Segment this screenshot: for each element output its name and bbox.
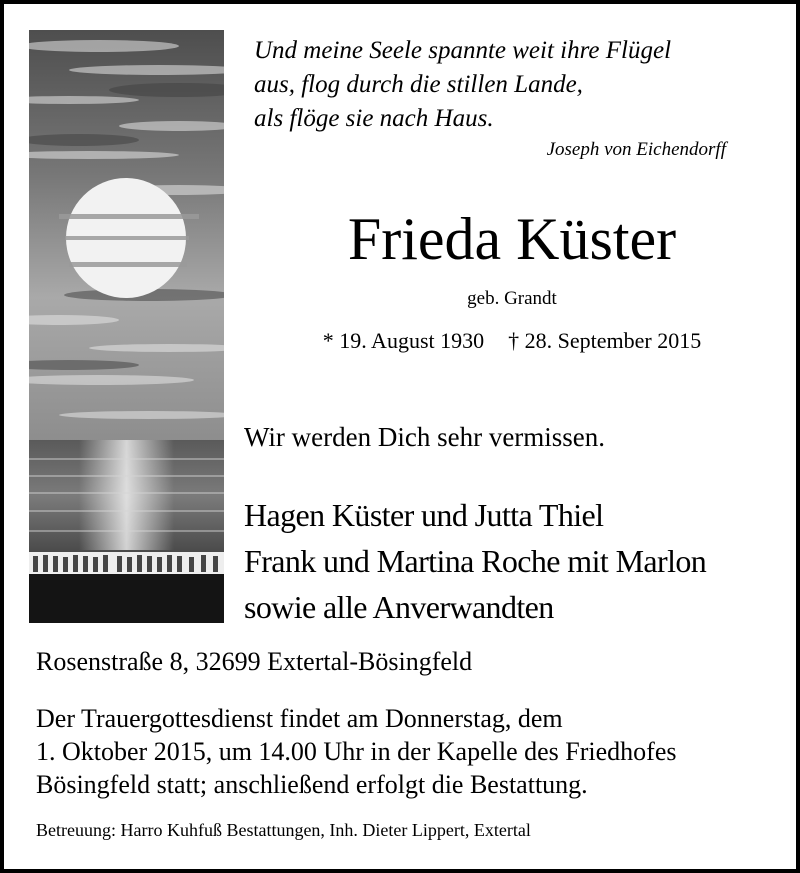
undertaker-credit: Betreuung: Harro Kuhfuß Bestattungen, Inh. Dieter Lippert, Extertal <box>36 820 531 840</box>
sunset-sea-photo <box>29 30 224 623</box>
birth-date: * 19. August 1930 <box>322 328 485 353</box>
poem-line: als flöge sie nach Haus. <box>254 105 494 132</box>
maiden-name: geb. Grandt <box>467 288 557 309</box>
service-line: 1. Oktober 2015, um 14.00 Uhr in der Kapelle des Friedhofes <box>36 737 677 766</box>
poem-line: Und meine Seele spannte weit ihre Flügel <box>254 37 672 64</box>
poem-line: aus, flog durch die stillen Lande, <box>254 71 583 98</box>
mourner-line: Hagen Küster und Jutta Thiel <box>244 497 604 533</box>
family-address: Rosenstraße 8, 32699 Extertal-Bösingfeld <box>36 647 473 676</box>
mourner-line: sowie alle Anverwandten <box>244 589 554 625</box>
mourners-list <box>244 492 706 630</box>
service-line: Der Trauergottesdienst findet am Donnerstag, dem <box>36 704 563 733</box>
life-dates <box>237 328 787 354</box>
service-info <box>36 702 676 801</box>
mourner-line: Frank und Martina Roche mit Marlon <box>244 543 707 579</box>
death-date: † 28. September 2015 <box>508 328 702 353</box>
poem-author: Joseph von Eichendorff <box>546 139 726 160</box>
deceased-name: Frieda Küster <box>347 206 677 272</box>
farewell-message: Wir werden Dich sehr vermissen. <box>244 422 606 452</box>
poem <box>254 34 671 136</box>
service-line: Bösingfeld statt; anschließend erfolgt die Bestattung. <box>36 770 588 799</box>
